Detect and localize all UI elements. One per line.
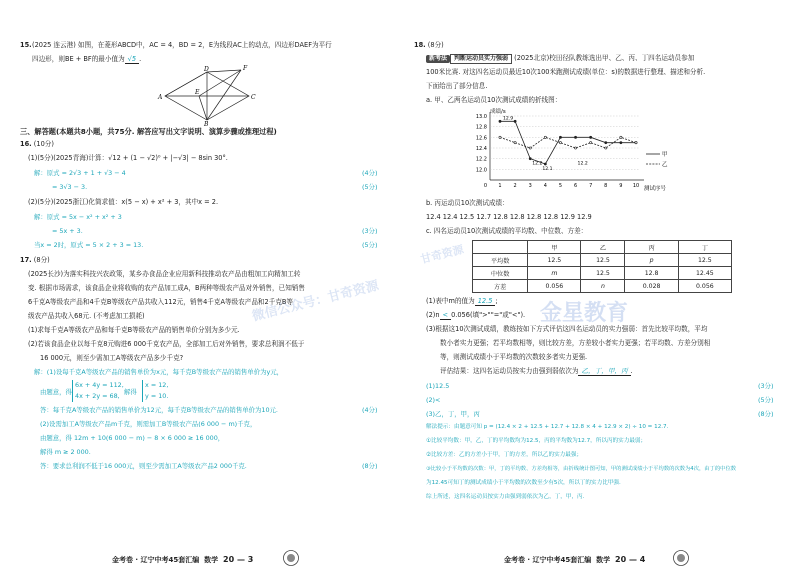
data-point — [514, 142, 516, 144]
q18-explain0: 解法提示：由题意可知 p = (12.4 × 2 + 12.5 + 12.7 + 12.8 × 4 + 12.9 × 2) ÷ 10 = 12.7. — [426, 424, 669, 430]
q17-system2: x = 12, y = 10. — [142, 380, 168, 402]
new-method-tag: 新考法 — [426, 55, 450, 63]
q16-sol2c-score: (5分) — [362, 241, 378, 249]
data-point — [590, 136, 592, 138]
q18-b-data: 12.4 12.4 12.5 12.7 12.8 12.8 12.8 12.8 12.9 12.9 — [426, 213, 592, 221]
label-f: F — [243, 65, 248, 72]
x-tick-label: 10 — [632, 183, 640, 189]
y-tick-label: 12.0 — [475, 167, 487, 174]
x-tick-label: 8 — [604, 183, 608, 189]
q18-q1: (1)表中m的值为 12.5 ; — [426, 297, 498, 305]
data-point — [544, 163, 546, 165]
table-cell: 甲 — [528, 241, 581, 254]
legend-label: 甲 — [662, 152, 668, 158]
data-point — [574, 136, 576, 138]
q18-explain2: ②比较方差：乙的方差小于甲，丁的方差，所以乙的实力最强； — [426, 452, 583, 458]
y-tick-label: 12.6 — [475, 135, 487, 142]
q17-line7: 16 000元，则至少需加工A等级农产品多少千克? — [40, 354, 184, 362]
q17-system1: 6x + 4y = 112, 4x + 2y = 68, — [72, 380, 124, 402]
label-b: B — [204, 121, 209, 128]
data-point — [620, 142, 622, 144]
data-label: 12.9 — [503, 116, 514, 122]
table-row — [473, 254, 732, 267]
x-tick-label: 6 — [573, 183, 578, 189]
q16-sol1a: 解：原式 = 2√3 + 1 + √3 − 4 — [34, 169, 126, 177]
q18-q3-line4: 评估结果：这四名运动员按实力由强到弱依次为 乙，丁，甲，丙 . — [440, 367, 633, 375]
x-tick-label: 5 — [558, 183, 563, 189]
q16-sol2a: 解：原式 = 5x − x² + x² + 3 — [34, 213, 122, 221]
data-point — [529, 147, 531, 149]
q17-line3: 6千克A等级农产品和4千克B等级农产品共收入112元，销售4千克A等级农产品和2千克B等 — [28, 298, 294, 306]
data-label: 12.2 — [577, 161, 588, 167]
origin-label: 0 — [483, 183, 487, 189]
table-cell: 12.8 — [625, 267, 678, 280]
table-cell: 丁 — [678, 241, 731, 254]
q18-a-label: a. 甲、乙两名运动员10次测试成绩的折线图： — [426, 96, 562, 104]
data-point — [574, 147, 576, 149]
data-point — [499, 136, 501, 138]
q17-ans3: 答：每千克A等级农产品的销售单价为12元，每千克B等级农产品的销售单价为10元. — [40, 406, 278, 414]
right-page — [400, 0, 800, 581]
q18-line3: 下面给出了部分信息. — [426, 82, 488, 90]
table-cell: 0.028 — [625, 280, 678, 293]
q18-ans1-score: (3分) — [758, 382, 774, 390]
table-cell: 平均数 — [473, 254, 528, 267]
legend-label: 乙 — [662, 162, 668, 168]
q15-line1: (2025 连云港) 如图，在菱形ABCD中，AC = 4，BD = 2，E为线段AC上的动点，四边形DAEF为平行 — [32, 41, 332, 49]
right-footer: 金考卷 · 辽宁中考45套汇编 数学 20 — 4 — [504, 555, 646, 564]
q18-explain3: ③比较小于平均数的次数：甲，丁的平均数、方差均相等，由折线统计图可知，甲的测试成绩小于平均数的次数为4次，由丁的中位数 — [426, 466, 737, 472]
q17-header: 17. (8分) — [20, 256, 50, 264]
chart-xlabel: 测试序号 — [644, 186, 667, 192]
y-tick-label: 13.0 — [475, 114, 487, 120]
q18-b-label: b. 丙运动员10次测试成绩： — [426, 199, 509, 207]
label-d: D — [204, 66, 209, 73]
q16-sol2b: = 5x + 3. — [52, 227, 83, 235]
data-label: 12.1 — [542, 167, 553, 172]
q17-line1: (2025长沙)为落实科技兴农政策，某乡办食品企业应用新科技推动农产品由粗加工向精加工转 — [28, 270, 301, 278]
q17-line5: (1)求每千克A等级农产品和每千克B等级农产品的销售单价分别为多少元. — [28, 326, 240, 334]
label-a: A — [158, 94, 163, 101]
section-three-heading: 三、解答题(本题共8小题，共75分. 解答应写出文字说明、演算步骤或推理过程) — [20, 127, 277, 136]
y-tick-label: 12.2 — [475, 156, 487, 163]
x-tick-label: 9 — [619, 183, 623, 189]
q16-sol2c: 当x = 2时，原式 = 5 × 2 + 3 = 13. — [34, 241, 144, 249]
table-cell: 方差 — [473, 280, 528, 293]
q16-sol1b: = 3√3 − 3. — [52, 183, 88, 191]
y-tick-label: 12.8 — [475, 124, 487, 131]
data-point — [605, 142, 607, 144]
q18-explain1: ①比较平均数：甲，乙，丁的平均数均为12.5，丙的平均数为12.7，所以丙的实力最弱； — [426, 438, 647, 444]
stats-table — [472, 240, 732, 293]
q15-number: 15. — [20, 41, 32, 49]
x-tick-label: 7 — [589, 183, 593, 189]
q17-ans5: 由题意，得 12m + 10(6 000 − m) − 8 × 6 000 ≥ 16 000， — [40, 434, 225, 442]
q17-ans2b: 解得 — [124, 388, 137, 396]
table-cell: 0.056 — [678, 280, 731, 293]
x-tick-label: 1 — [498, 183, 502, 189]
label-e: E — [195, 89, 200, 96]
table-cell: m — [528, 267, 581, 280]
q17-ans7-score: (8分) — [362, 462, 378, 470]
table-cell: 丙 — [625, 241, 678, 254]
q18-header: 18. (8分) — [414, 41, 444, 49]
topic-tag: 判断运动员实力强弱 — [450, 54, 512, 64]
q18-ans3: (3)乙，丁，甲，丙 — [426, 410, 480, 418]
q16-sol2b-score: (3分) — [362, 227, 378, 235]
data-point — [559, 142, 561, 144]
table-cell: n — [581, 280, 625, 293]
data-point — [620, 136, 622, 138]
data-point — [514, 120, 516, 122]
q16-sol1a-score: (4分) — [362, 169, 378, 177]
data-point — [529, 158, 531, 160]
data-point — [605, 147, 607, 149]
q18-q3-line3: 等，则测试成绩小于平均数的次数较多者实力更强. — [440, 353, 588, 361]
q16-part1: (1)(5分)(2025青海)计算：√12 + (1 − √2)⁰ + |−√3| − 8sin 30°. — [28, 154, 228, 162]
q18-ans2-score: (5分) — [758, 396, 774, 404]
data-label: 12.2 — [532, 161, 543, 167]
table-cell: 12.5 — [581, 254, 625, 267]
data-point — [499, 120, 501, 122]
table-cell: 12.45 — [678, 267, 731, 280]
data-point — [544, 136, 546, 138]
q18-q2: (2)n < 0.056(填">""="或"<"). — [426, 311, 526, 319]
table-cell: 0.056 — [528, 280, 581, 293]
chart-ylabel: 成绩/s — [490, 109, 506, 115]
q16-part2: (2)(5分)(2025浙江)化简求值：x(5 − x) + x² + 3，其中x = 2. — [28, 198, 219, 206]
label-c: C — [251, 94, 256, 101]
q17-ans7: 答：要求总利润不低于16 000元，则至少需加工A等级农产品2 000千克. — [40, 462, 247, 470]
q16-sol1b-score: (5分) — [362, 183, 378, 191]
y-tick-label: 12.4 — [475, 146, 487, 152]
watermark-text-2: 金星教育 — [540, 301, 629, 326]
table-cell — [473, 241, 528, 254]
data-point — [635, 142, 637, 144]
x-tick-label: 2 — [513, 183, 517, 189]
q17-ans4: (2)设需加工A等级农产品m千克，则需加工B等级农产品(6 000 − m)千克， — [40, 420, 257, 428]
right-footer-logo-icon — [672, 549, 690, 567]
q17-line6: (2)若该食品企业以每千克8元购进6 000千克农产品，全部加工后对外销售，要求总利润不低于 — [28, 340, 305, 348]
q18-ans1: (1)12.5 — [426, 382, 450, 390]
q18-q3-line1: (3)根据这10次测试成绩，教练按如下方式评估这四名运动员的实力强弱：首先比较平均数，平均 — [426, 325, 708, 333]
q17-ans3-score: (4分) — [362, 406, 378, 414]
table-cell: 12.5 — [581, 267, 625, 280]
x-tick-label: 4 — [543, 183, 547, 189]
table-cell: 乙 — [581, 241, 625, 254]
q18-explain4: 为12.45可知丁的测试成绩小于平均数的次数至少有5次，所以丁的实力比甲强. — [426, 480, 621, 486]
data-point — [590, 142, 592, 144]
q18-intro: 新考法 判断运动员实力强弱 (2025北京)校田径队教练选出甲、乙、丙、丁四名运动员参加 — [426, 54, 694, 64]
left-footer-logo-icon — [282, 549, 300, 567]
q17-line4: 级农产品共收入68元. (不考虑加工损耗) — [28, 312, 145, 320]
series-line-jia — [500, 121, 636, 164]
q16-header: 16. (10分) — [20, 140, 54, 148]
q17-line2: 变. 根据市场需求，该食品企业将收购的农产品加工成A，B两种等级农产品对外销售，已知销售 — [28, 284, 305, 292]
q18-ans3-score: (8分) — [758, 410, 774, 418]
table-header-row — [473, 241, 732, 254]
data-point — [559, 136, 561, 138]
q18-c-label: c. 四名运动员10次测试成绩的平均数、中位数、方差： — [426, 227, 588, 235]
q18-explain5: 综上所述，这四名运动员按实力由强到弱依次为乙，丁，甲，丙. — [426, 494, 585, 500]
q18-line2: 100米比赛. 对这四名运动员最近10次100米跑测试成绩(单位：s)的数据进行整理、描述和分析. — [426, 68, 706, 76]
rhombus-figure — [155, 64, 265, 128]
table-cell: 12.5 — [678, 254, 731, 267]
line-chart — [450, 106, 690, 194]
table-cell: p — [625, 254, 678, 267]
q15-line2: 四边形，则BE + BF的最小值为 √5 . — [32, 55, 142, 63]
table-row — [473, 267, 732, 280]
watermark-text-1: 微信公众号：甘奇资源 — [250, 278, 381, 325]
table-cell: 中位数 — [473, 267, 528, 280]
q17-ans6: 解得 m ≥ 2 000. — [40, 448, 91, 456]
table-cell: 12.5 — [528, 254, 581, 267]
left-footer: 金考卷 · 辽宁中考45套汇编 数学 20 — 3 — [112, 555, 254, 564]
q15-answer: √5 — [125, 56, 139, 64]
q18-q3-line2: 数小者实力更强；若平均数相等，则比较方差，方差较小者实力更强；若平均数、方差分别相 — [440, 339, 711, 347]
q17-ans1: 解：(1)设每千克A等级农产品的销售单价为x元，每千克B等级农产品的销售单价为y元， — [34, 368, 284, 376]
q17-ans2: 由题意，得 — [40, 388, 72, 396]
x-tick-label: 3 — [528, 183, 532, 189]
watermark-text-3: 甘奇资源 — [419, 242, 466, 267]
table-row — [473, 280, 732, 293]
q18-ans2: (2)< — [426, 396, 441, 404]
